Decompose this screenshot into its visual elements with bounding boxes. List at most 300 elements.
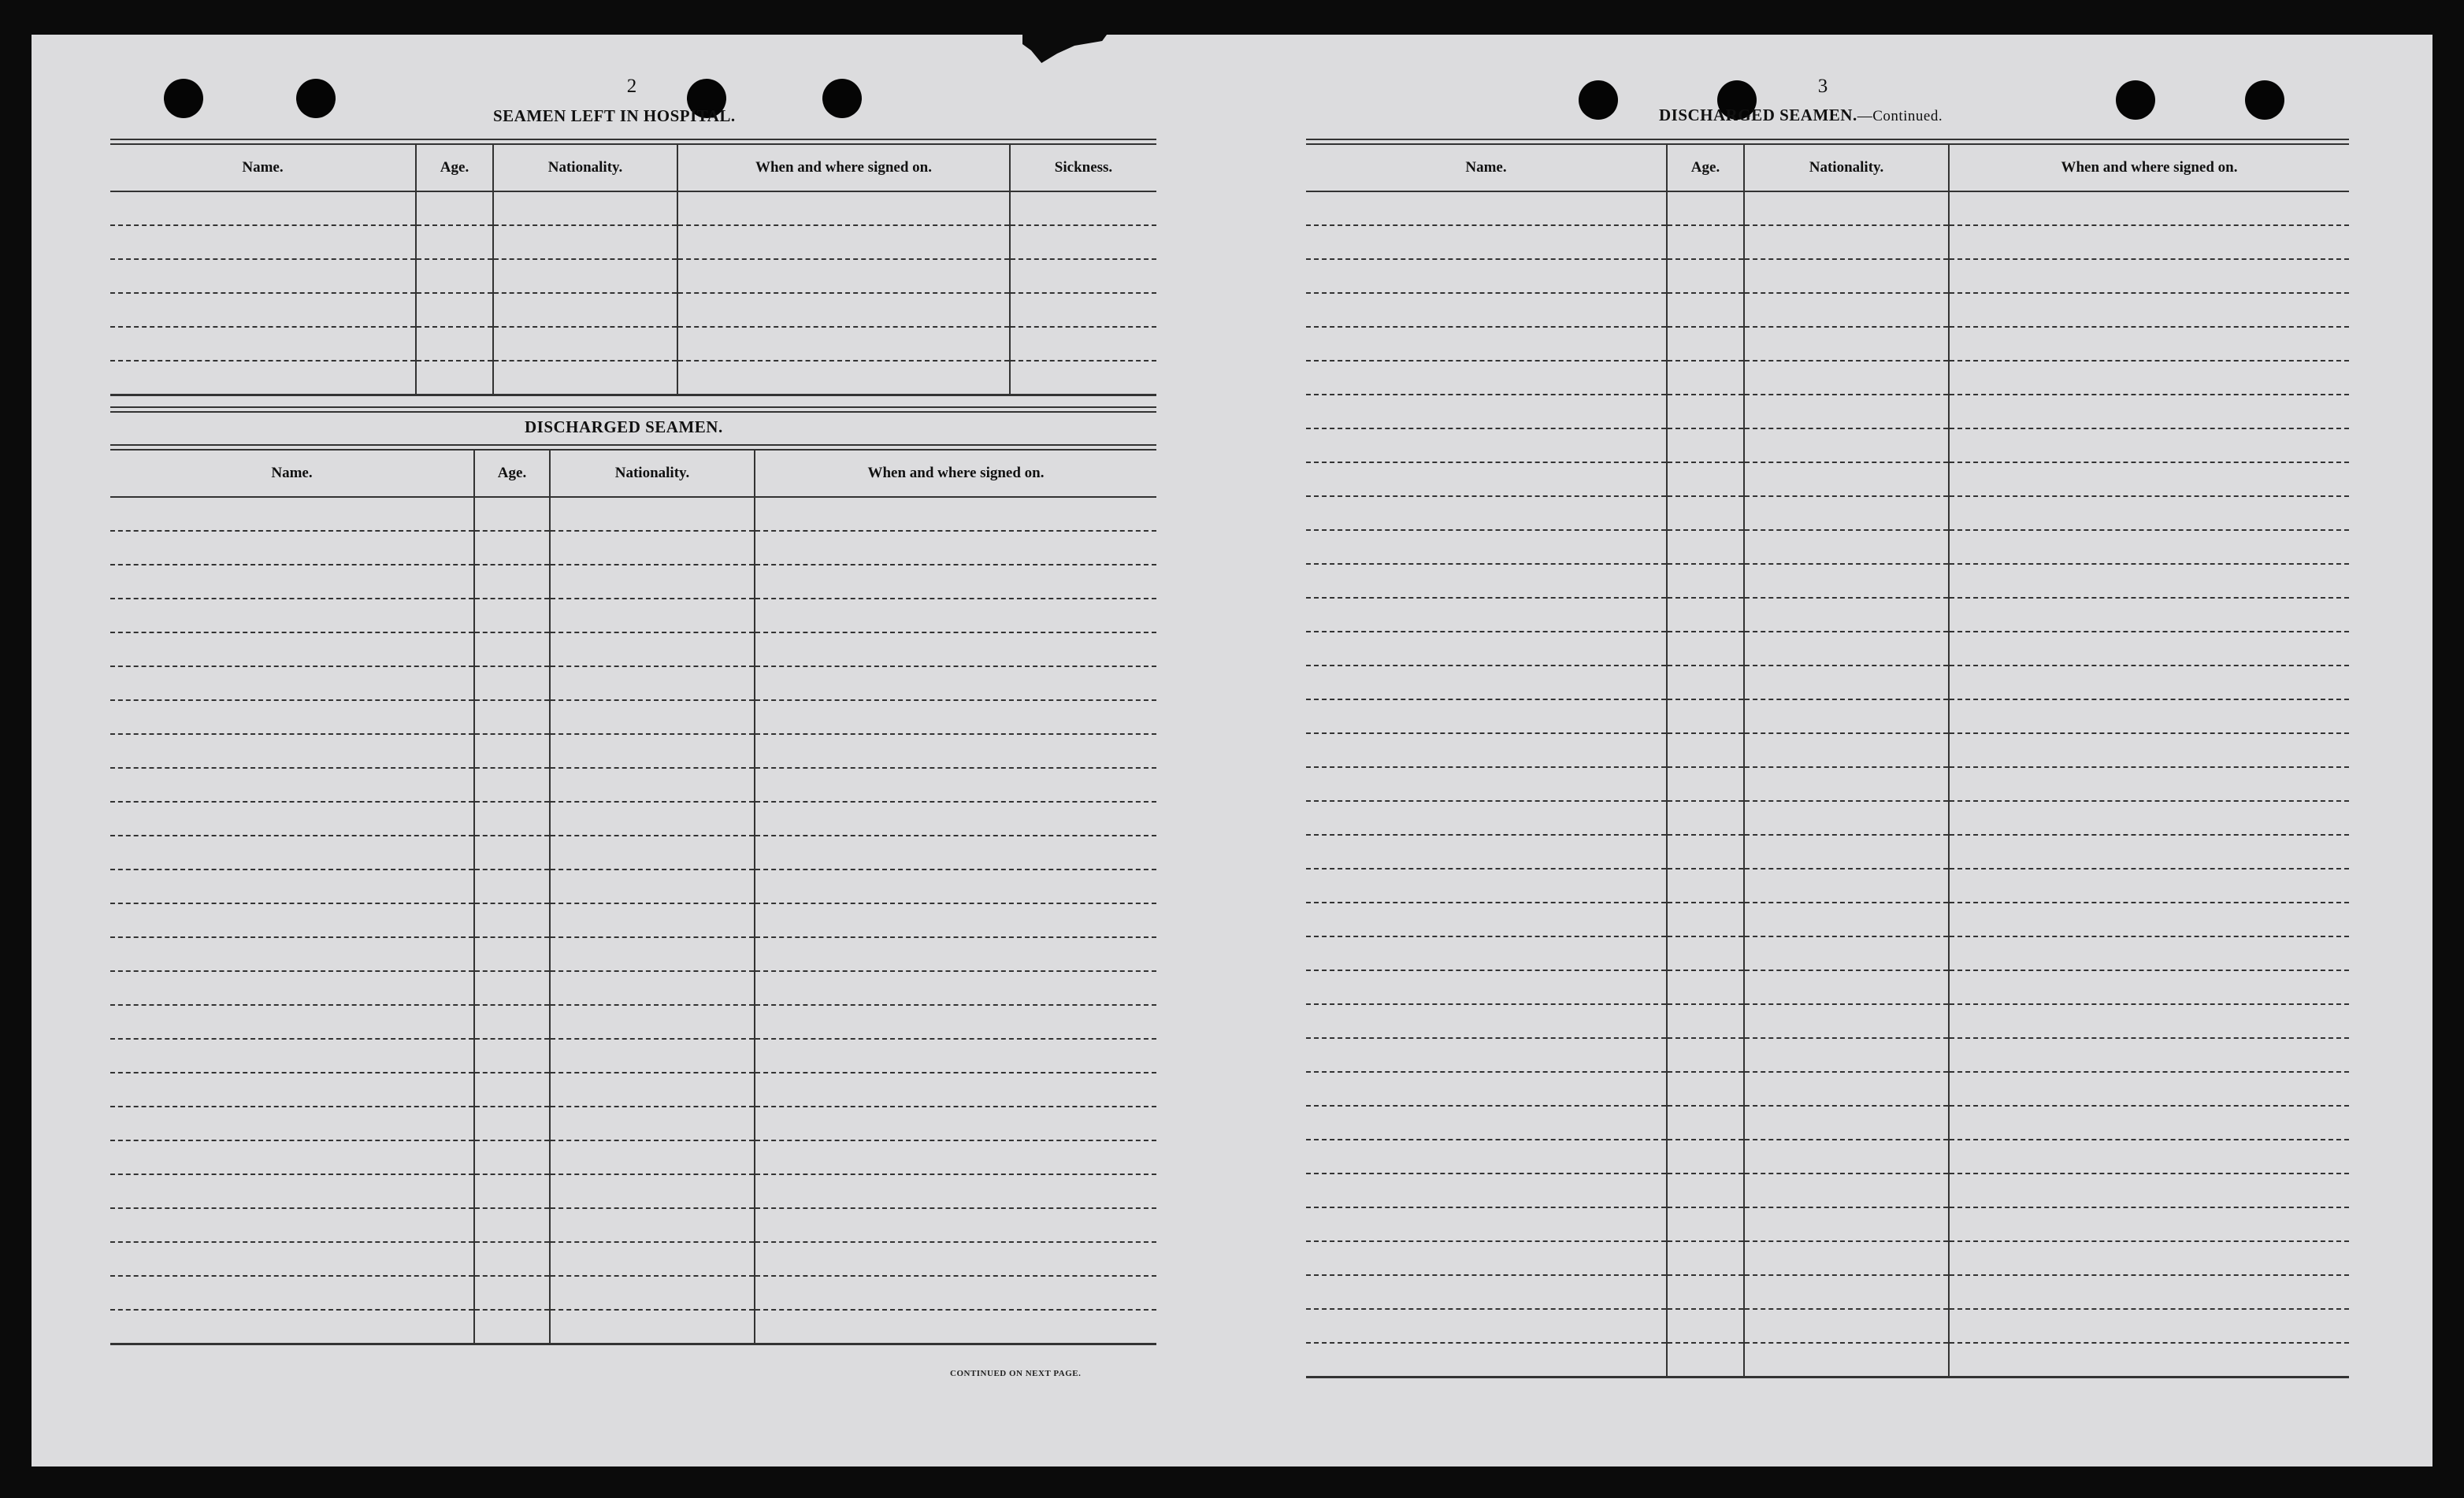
blank-cell xyxy=(1744,1072,1949,1106)
blank-cell xyxy=(1010,225,1156,259)
discharged-header-nationality: Nationality. xyxy=(550,451,755,497)
blank-cell xyxy=(677,293,1010,327)
table-row xyxy=(1306,191,2349,225)
punch-hole xyxy=(1579,80,1618,120)
blank-cell xyxy=(1306,733,1667,767)
blank-cell xyxy=(1667,259,1744,293)
blank-cell xyxy=(1667,1106,1744,1140)
blank-cell xyxy=(1949,1106,2349,1140)
blank-cell xyxy=(677,191,1010,225)
punch-hole xyxy=(2116,80,2155,120)
discharged-table xyxy=(110,451,1156,1345)
blank-cell xyxy=(755,531,1156,565)
blank-cell xyxy=(755,700,1156,734)
blank-cell xyxy=(550,1107,755,1140)
blank-cell xyxy=(1306,1106,1667,1140)
discharged-continued-table xyxy=(1306,145,2349,1378)
blank-cell xyxy=(1667,225,1744,259)
blank-cell xyxy=(474,768,550,802)
blank-cell xyxy=(755,937,1156,971)
blank-cell xyxy=(1744,801,1949,835)
table-row xyxy=(1306,496,2349,530)
discharged-top-rule xyxy=(110,444,1156,451)
blank-cell xyxy=(493,225,677,259)
blank-cell xyxy=(110,632,474,666)
blank-cell xyxy=(1949,327,2349,361)
blank-cell xyxy=(474,1140,550,1174)
table-row xyxy=(110,700,1156,734)
table-row xyxy=(110,666,1156,700)
blank-cell xyxy=(755,1208,1156,1242)
blank-cell xyxy=(550,870,755,903)
table-row xyxy=(1306,259,2349,293)
blank-cell xyxy=(1949,1004,2349,1038)
blank-cell xyxy=(1667,428,1744,462)
blank-cell xyxy=(550,1039,755,1073)
blank-cell xyxy=(474,836,550,870)
blank-cell xyxy=(110,225,416,259)
blank-cell xyxy=(1949,428,2349,462)
blank-cell xyxy=(1949,903,2349,936)
blank-cell xyxy=(1667,733,1744,767)
table-row xyxy=(110,1005,1156,1039)
table-row xyxy=(1306,801,2349,835)
blank-cell xyxy=(1306,869,1667,903)
blank-cell xyxy=(550,768,755,802)
blank-cell xyxy=(110,565,474,599)
table-row xyxy=(1306,733,2349,767)
blank-cell xyxy=(1306,496,1667,530)
table-row xyxy=(110,599,1156,632)
blank-cell xyxy=(1306,903,1667,936)
table-row xyxy=(110,903,1156,937)
blank-cell xyxy=(110,768,474,802)
blank-cell xyxy=(1949,1207,2349,1241)
blank-cell xyxy=(1667,496,1744,530)
blank-cell xyxy=(1949,293,2349,327)
blank-cell xyxy=(110,293,416,327)
blank-cell xyxy=(1667,1275,1744,1309)
blank-cell xyxy=(416,361,493,395)
blank-cell xyxy=(110,1107,474,1140)
blank-cell xyxy=(755,734,1156,768)
blank-cell xyxy=(110,1276,474,1310)
table-row xyxy=(1306,428,2349,462)
blank-cell xyxy=(1744,327,1949,361)
blank-cell xyxy=(677,259,1010,293)
blank-cell xyxy=(755,1174,1156,1208)
continued-suffix: —Continued. xyxy=(1857,108,1943,124)
blank-cell xyxy=(416,259,493,293)
blank-cell xyxy=(1667,903,1744,936)
table-row xyxy=(110,1107,1156,1140)
blank-cell xyxy=(550,1242,755,1276)
blank-cell xyxy=(755,632,1156,666)
blank-cell xyxy=(1949,462,2349,496)
blank-cell xyxy=(110,1208,474,1242)
blank-cell xyxy=(1667,1174,1744,1207)
blank-cell xyxy=(1667,361,1744,395)
discharged-title-rule xyxy=(110,406,1156,413)
continued-footnote: CONTINUED ON NEXT PAGE. xyxy=(950,1369,1082,1378)
blank-cell xyxy=(1667,632,1744,666)
table-row xyxy=(110,1140,1156,1174)
blank-cell xyxy=(1744,462,1949,496)
blank-cell xyxy=(1744,903,1949,936)
blank-cell xyxy=(1949,598,2349,632)
continued-header-when-and-where-signed-on: When and where signed on. xyxy=(1949,145,2349,191)
blank-cell xyxy=(1744,1038,1949,1072)
blank-cell xyxy=(1949,1275,2349,1309)
blank-cell xyxy=(1667,699,1744,733)
table-row xyxy=(110,937,1156,971)
blank-cell xyxy=(1744,767,1949,801)
blank-cell xyxy=(1744,936,1949,970)
blank-cell xyxy=(1949,225,2349,259)
table-row xyxy=(110,768,1156,802)
blank-cell xyxy=(1744,1309,1949,1343)
blank-cell xyxy=(474,734,550,768)
blank-cell xyxy=(1667,1207,1744,1241)
blank-cell xyxy=(755,903,1156,937)
blank-cell xyxy=(110,802,474,836)
table-row xyxy=(1306,970,2349,1004)
table-row xyxy=(1306,1207,2349,1241)
hospital-header-name: Name. xyxy=(110,145,416,191)
blank-cell xyxy=(1667,395,1744,428)
table-row xyxy=(1306,699,2349,733)
blank-cell xyxy=(474,870,550,903)
blank-cell xyxy=(677,327,1010,361)
blank-cell xyxy=(755,666,1156,700)
blank-cell xyxy=(1306,1038,1667,1072)
blank-cell xyxy=(474,700,550,734)
table-row xyxy=(1306,1275,2349,1309)
blank-cell xyxy=(550,1276,755,1310)
blank-cell xyxy=(1744,293,1949,327)
table-row xyxy=(1306,835,2349,869)
continued-header-age: Age. xyxy=(1667,145,1744,191)
blank-cell xyxy=(1744,225,1949,259)
blank-cell xyxy=(474,802,550,836)
blank-cell xyxy=(755,497,1156,531)
blank-cell xyxy=(1667,598,1744,632)
blank-cell xyxy=(1949,666,2349,699)
blank-cell xyxy=(1667,869,1744,903)
blank-cell xyxy=(1306,191,1667,225)
blank-cell xyxy=(1010,259,1156,293)
table-row xyxy=(110,327,1156,361)
blank-cell xyxy=(1306,395,1667,428)
blank-cell xyxy=(550,700,755,734)
blank-cell xyxy=(1306,970,1667,1004)
table-row xyxy=(1306,1140,2349,1174)
table-row xyxy=(1306,1343,2349,1377)
blank-cell xyxy=(1744,666,1949,699)
blank-cell xyxy=(474,1174,550,1208)
right-top-rule xyxy=(1306,139,2349,145)
blank-cell xyxy=(1744,632,1949,666)
blank-cell xyxy=(1306,225,1667,259)
blank-cell xyxy=(677,361,1010,395)
blank-cell xyxy=(474,903,550,937)
blank-cell xyxy=(550,903,755,937)
punch-hole xyxy=(822,79,862,118)
table-row xyxy=(110,632,1156,666)
blank-cell xyxy=(1306,259,1667,293)
blank-cell xyxy=(1667,801,1744,835)
blank-cell xyxy=(1744,598,1949,632)
blank-cell xyxy=(1949,970,2349,1004)
discharged-header-when-and-where-signed-on: When and where signed on. xyxy=(755,451,1156,497)
punch-hole xyxy=(296,79,336,118)
blank-cell xyxy=(1744,530,1949,564)
table-row xyxy=(1306,869,2349,903)
blank-cell xyxy=(1949,191,2349,225)
blank-cell xyxy=(1010,191,1156,225)
table-row xyxy=(110,1242,1156,1276)
blank-cell xyxy=(474,1107,550,1140)
blank-cell xyxy=(1949,1038,2349,1072)
blank-cell xyxy=(1306,598,1667,632)
table-row xyxy=(1306,293,2349,327)
blank-cell xyxy=(1744,1106,1949,1140)
blank-cell xyxy=(110,1242,474,1276)
blank-cell xyxy=(1744,428,1949,462)
blank-cell xyxy=(1667,936,1744,970)
blank-cell xyxy=(1306,1174,1667,1207)
blank-cell xyxy=(1306,293,1667,327)
table-row xyxy=(110,191,1156,225)
blank-cell xyxy=(550,836,755,870)
blank-cell xyxy=(1306,1004,1667,1038)
blank-cell xyxy=(1306,1275,1667,1309)
continued-header-nationality: Nationality. xyxy=(1744,145,1949,191)
blank-cell xyxy=(493,259,677,293)
blank-cell xyxy=(1306,428,1667,462)
table-row xyxy=(1306,598,2349,632)
blank-cell xyxy=(110,1039,474,1073)
table-row xyxy=(110,1073,1156,1107)
blank-cell xyxy=(550,937,755,971)
blank-cell xyxy=(493,327,677,361)
blank-cell xyxy=(1744,835,1949,869)
hospital-header-sickness: Sickness. xyxy=(1010,145,1156,191)
blank-cell xyxy=(755,1005,1156,1039)
blank-cell xyxy=(1667,191,1744,225)
punch-hole xyxy=(164,79,203,118)
blank-cell xyxy=(755,870,1156,903)
blank-cell xyxy=(110,599,474,632)
blank-cell xyxy=(550,1174,755,1208)
blank-cell xyxy=(550,802,755,836)
blank-cell xyxy=(755,1073,1156,1107)
blank-cell xyxy=(474,1005,550,1039)
blank-cell xyxy=(1306,462,1667,496)
blank-cell xyxy=(493,361,677,395)
table-row xyxy=(1306,395,2349,428)
page-number-right: 3 xyxy=(1817,76,1828,97)
blank-cell xyxy=(474,599,550,632)
blank-cell xyxy=(110,666,474,700)
blank-cell xyxy=(550,531,755,565)
blank-cell xyxy=(474,1242,550,1276)
blank-cell xyxy=(1667,1241,1744,1275)
table-row xyxy=(110,734,1156,768)
discharged-continued-title xyxy=(1659,106,1943,125)
blank-cell xyxy=(110,497,474,531)
blank-cell xyxy=(1744,1140,1949,1174)
table-row xyxy=(1306,1174,2349,1207)
table-row xyxy=(110,1310,1156,1344)
blank-cell xyxy=(416,293,493,327)
blank-cell xyxy=(1306,1309,1667,1343)
blank-cell xyxy=(1949,1174,2349,1207)
table-row xyxy=(110,293,1156,327)
table-row xyxy=(110,836,1156,870)
blank-cell xyxy=(1744,259,1949,293)
blank-cell xyxy=(755,802,1156,836)
blank-cell xyxy=(677,225,1010,259)
blank-cell xyxy=(474,565,550,599)
blank-cell xyxy=(550,497,755,531)
blank-cell xyxy=(1744,1343,1949,1377)
blank-cell xyxy=(755,1276,1156,1310)
hospital-table xyxy=(110,145,1156,396)
blank-cell xyxy=(1667,767,1744,801)
blank-cell xyxy=(1306,699,1667,733)
table-row xyxy=(110,259,1156,293)
blank-cell xyxy=(1744,496,1949,530)
blank-cell xyxy=(110,937,474,971)
blank-cell xyxy=(474,937,550,971)
blank-cell xyxy=(755,1107,1156,1140)
discharged-continued-title-main: DISCHARGED SEAMEN. xyxy=(1659,106,1857,124)
blank-cell xyxy=(1949,869,2349,903)
blank-cell xyxy=(110,1174,474,1208)
table-row xyxy=(1306,327,2349,361)
blank-cell xyxy=(1667,462,1744,496)
blank-cell xyxy=(550,1073,755,1107)
blank-cell xyxy=(474,1310,550,1344)
blank-cell xyxy=(755,1039,1156,1073)
table-row xyxy=(1306,1309,2349,1343)
blank-cell xyxy=(1306,564,1667,598)
table-row xyxy=(110,497,1156,531)
blank-cell xyxy=(1667,1140,1744,1174)
hospital-top-rule xyxy=(110,139,1156,145)
hospital-header-when-and-where-signed-on: When and where signed on. xyxy=(677,145,1010,191)
table-row xyxy=(110,802,1156,836)
table-row xyxy=(1306,462,2349,496)
blank-cell xyxy=(1306,530,1667,564)
blank-cell xyxy=(110,259,416,293)
blank-cell xyxy=(1949,1241,2349,1275)
blank-cell xyxy=(1949,767,2349,801)
blank-cell xyxy=(493,191,677,225)
blank-cell xyxy=(493,293,677,327)
blank-cell xyxy=(1667,293,1744,327)
blank-cell xyxy=(755,599,1156,632)
discharged-header-name: Name. xyxy=(110,451,474,497)
discharged-header-age: Age. xyxy=(474,451,550,497)
blank-cell xyxy=(1949,699,2349,733)
blank-cell xyxy=(755,836,1156,870)
table-row xyxy=(1306,1004,2349,1038)
blank-cell xyxy=(1667,666,1744,699)
blank-cell xyxy=(1744,970,1949,1004)
blank-cell xyxy=(1306,1207,1667,1241)
table-row xyxy=(110,870,1156,903)
blank-cell xyxy=(1744,699,1949,733)
blank-cell xyxy=(755,1140,1156,1174)
table-row xyxy=(1306,361,2349,395)
blank-cell xyxy=(474,1073,550,1107)
blank-cell xyxy=(110,361,416,395)
blank-cell xyxy=(755,768,1156,802)
blank-cell xyxy=(1949,395,2349,428)
table-row xyxy=(1306,1241,2349,1275)
blank-cell xyxy=(1744,869,1949,903)
blank-cell xyxy=(110,1310,474,1344)
blank-cell xyxy=(1949,1072,2349,1106)
blank-cell xyxy=(1949,1343,2349,1377)
blank-cell xyxy=(1744,733,1949,767)
blank-cell xyxy=(110,531,474,565)
continued-header-name: Name. xyxy=(1306,145,1667,191)
table-row xyxy=(110,971,1156,1005)
blank-cell xyxy=(110,700,474,734)
blank-cell xyxy=(1744,1174,1949,1207)
blank-cell xyxy=(1306,1241,1667,1275)
table-row xyxy=(1306,530,2349,564)
blank-cell xyxy=(110,327,416,361)
blank-cell xyxy=(1744,361,1949,395)
table-row xyxy=(1306,632,2349,666)
table-row xyxy=(1306,936,2349,970)
blank-cell xyxy=(755,565,1156,599)
blank-cell xyxy=(1744,191,1949,225)
blank-cell xyxy=(1667,835,1744,869)
blank-cell xyxy=(110,836,474,870)
blank-cell xyxy=(1667,1004,1744,1038)
table-row xyxy=(110,1174,1156,1208)
blank-cell xyxy=(110,1073,474,1107)
blank-cell xyxy=(550,599,755,632)
blank-cell xyxy=(1949,936,2349,970)
table-row xyxy=(110,361,1156,395)
blank-cell xyxy=(1010,327,1156,361)
blank-cell xyxy=(550,971,755,1005)
table-row xyxy=(110,1039,1156,1073)
blank-cell xyxy=(1949,496,2349,530)
blank-cell xyxy=(474,1208,550,1242)
punch-hole xyxy=(2245,80,2284,120)
hospital-section-title: SEAMEN LEFT IN HOSPITAL. xyxy=(493,106,736,125)
blank-cell xyxy=(550,1310,755,1344)
blank-cell xyxy=(1306,936,1667,970)
blank-cell xyxy=(1306,632,1667,666)
table-row xyxy=(1306,1038,2349,1072)
blank-cell xyxy=(1949,564,2349,598)
blank-cell xyxy=(474,531,550,565)
blank-cell xyxy=(1306,361,1667,395)
table-row xyxy=(1306,903,2349,936)
blank-cell xyxy=(1949,530,2349,564)
table-row xyxy=(1306,1106,2349,1140)
blank-cell xyxy=(1667,1072,1744,1106)
blank-cell xyxy=(1306,1343,1667,1377)
